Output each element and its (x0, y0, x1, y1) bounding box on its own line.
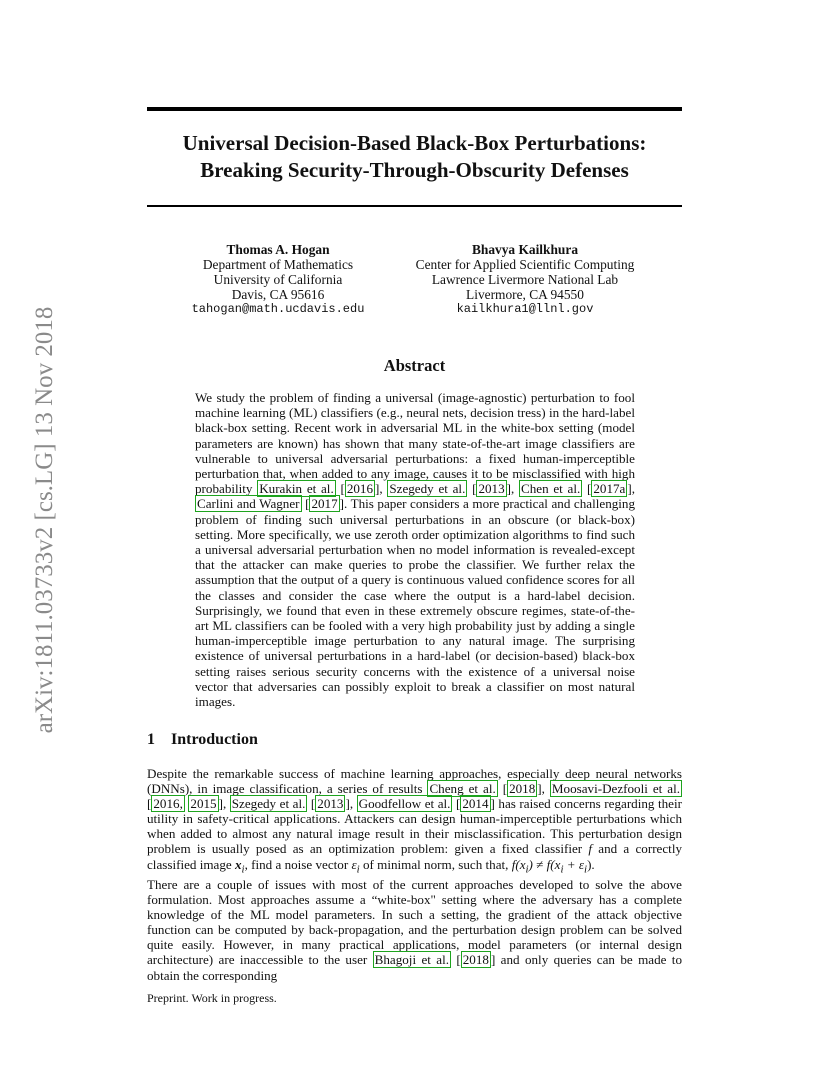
math-sub: i (356, 863, 360, 876)
paragraph-text: , find a noise vector (244, 856, 352, 872)
title-rule-bottom (147, 205, 682, 207)
citation-link[interactable]: 2013 (478, 481, 505, 497)
citation-link[interactable]: Moosavi-Dezfooli et al. (551, 781, 680, 797)
abstract-body: We study the problem of finding a universal (image-agnostic) perturbation to fool machine learning (ML) classifiers (e.g., neural nets, decision tress) in the hard-label black-box setting. Recent work in adversarial ML in the white-box setting (model parameters are known) has shown that many state-of-the-art image classifiers are vulnerable to universal adversarial perturbations: a fixed human-imperceptible perturbation that, when added to any image, causes it to be misclassified with high probability Kurakin et al. [ 2016 ], Szegedy et al. [ 2013 ], Chen et al. [ 2017a ], Carlini and Wagner [ 2017 ]. This paper considers a more practical and challenging problem of finding such universal perturbations in an obscure (or black-box) setting. More specifically, we use zeroth order optimization algorithms to find such a universal adversarial perturbation when no model information is revealed-except that the attacker can make queries to probe the classifier. We further relax the assumption that the output of a query is continuous valued confidence scores for all the classes and consider the case where the output is a hard-label decision. Surprisingly, we found that even in these extremely obscure regimes, state-of-the-art ML classifiers can be fooled with a very high probability just by adding a single human-imperceptible image perturbation to any natural image. The surprising existence of universal perturbations in a hard-label (or decision-based) black-box setting raises serious security concerns with the existence of a universal noise vector that adversaries can possibly exploit to break a classifier on most natural images. (195, 390, 636, 710)
math-var: ε (351, 856, 357, 872)
math-formula: + ε (563, 856, 585, 872)
math-sub: i (525, 863, 529, 876)
footer-note: Preprint. Work in progress. (147, 991, 277, 1005)
citation-link[interactable]: Szegedy et al. (231, 796, 306, 812)
intro-paragraph-1: Despite the remarkable success of machine learning approaches, especially deep neural networks (DNNs), in image classification, a series of results Cheng et al. [ 2018 ], Moosavi-Dezfooli et al. [ 2016, 2015 ], Szegedy et al. [ 2013 ], Goodfellow et al. [ 2014 ] has raised concerns regarding their utility in safety-critical applications. Attackers can design human-imperceptible perturbations which when added to almost any natural image result in their misclassification. This perturbation design problem is usually posed as an optimization problem: given a fixed classifier f and a correctly classified image $x_i$, find a noise vector $\varepsilon_i$ of minimal norm, such that, $f(x_i) \ne f(x_i + \varepsilon_i)$. (147, 766, 683, 876)
author-block-2 (405, 242, 645, 317)
citation-link[interactable]: Carlini and Wagner (197, 496, 300, 512)
math-formula: f(x (511, 856, 526, 872)
citation-link[interactable]: 2018 (462, 952, 489, 968)
citation-link[interactable]: Bhagoji et al. (374, 952, 450, 968)
math-var: f (588, 841, 593, 857)
math-sub: i (584, 863, 588, 876)
paragraph-text: has raised concerns regarding their utility in safety-critical applications. Attackers can design human-imperceptible perturbations which when added to almost any natural image result in their misclassification. This perturbation design problem is usually posed as an optimization problem: given a fixed classifier (147, 796, 682, 857)
paper-title (147, 130, 682, 184)
citation-link[interactable]: Cheng et al. (429, 781, 496, 797)
citation-link[interactable]: Kurakin et al. (259, 481, 334, 497)
section-heading (147, 731, 258, 749)
math-var: x (235, 856, 242, 872)
citation-link[interactable]: Goodfellow et al. (358, 796, 451, 812)
author-inst: Lawrence Livermore National Lab (431, 272, 619, 287)
author-loc: Livermore, CA 94550 (466, 287, 584, 302)
citation-link[interactable]: 2017a (593, 481, 626, 497)
citation-link[interactable]: 2018 (509, 781, 536, 797)
abstract-heading: Abstract (383, 356, 446, 375)
citation-link[interactable]: 2013 (317, 796, 344, 812)
math-sub: i (560, 863, 564, 876)
author-dept: Center for Applied Scientific Computing (415, 257, 635, 272)
math-sub: i (241, 863, 245, 876)
citation-link[interactable]: 2016 (346, 481, 373, 497)
citation-link[interactable]: 2015 (190, 796, 217, 812)
title-line-1: Universal Decision-Based Black-Box Perturbations: (182, 131, 647, 155)
citation-link[interactable]: 2016, (153, 796, 183, 812)
author-loc: Davis, CA 95616 (231, 287, 325, 302)
author-name: Bhavya Kailkhura (471, 242, 579, 257)
arxiv-stamp: arXiv:1811.03733v2 [cs.LG] 13 Nov 2018 (31, 306, 58, 734)
section-number: 1 (147, 731, 155, 748)
intro-paragraph-2: There are a couple of issues with most of the current approaches developed to solve the above formulation. Most approaches assume a “white-box" setting where the adversary has a complete knowledge of the ML model parameters. In such a setting, the gradient of the attack objective function can be computed by back-propagation, and the perturbation design problem can be solved quite easily. However, in many practical applications, model parameters (or internal design architecture) are inaccessible to the user Bhagoji et al. [ 2018 ] and only queries can be made to obtain the corresponding (147, 877, 682, 983)
title-rule-top (147, 107, 682, 111)
author-email[interactable]: tahogan@math.ucdavis.edu (191, 302, 365, 316)
paragraph-text: of minimal norm, such that, (359, 856, 512, 872)
paragraph-text: There are a couple of issues with most of the current approaches developed to solve the above formulation. Most approaches assume a “white-box" setting where the adversary has a complete knowledge of the ML model parameters. In such a setting, the gradient of the attack objective function can be computed by back-propagation, and the perturbation design problem can be solved quite easily. However, in many practical applications, model parameters (or internal design architecture) are inaccessible to the user (147, 877, 682, 968)
citation-link[interactable]: 2014 (462, 796, 489, 812)
math-formula: ) ≠ f(x (528, 856, 561, 872)
abstract-text: We study the problem of finding a universal (image-agnostic) perturbation to fool machine learning (ML) classifiers (e.g., neural nets, decision tress) in the hard-label black-box setting. Recent work in adversarial ML in the white-box setting (model parameters are known) has shown that many state-of-the-art image classifiers are vulnerable to universal adversarial perturbations: a fixed human-imperceptible perturbation that, when added to any image, causes it to be misclassified with high probability (195, 390, 635, 497)
author-name: Thomas A. Hogan (226, 242, 330, 257)
author-block-1 (178, 242, 378, 317)
paragraph-text: and only queries can be made to obtain the corresponding (147, 952, 682, 983)
author-inst: University of California (213, 272, 343, 287)
abstract-text: This paper considers a more practical and challenging problem of finding such universal perturbations in an obscure (or black-box) setting. More specifically, we use zeroth order optimization algorithms to find such a universal adversarial perturbation when no model information is revealed-except that the attacker can make queries to probe the classifier. We further relax the assumption that the output of a query is continuous valued confidence scores for all the classes and consider the case where the output is a hard-label decision. Surprisingly, we found that even in these extremely obscure regimes, state-of-the-art ML classifiers can be fooled with a very high probability just by adding a single human-imperceptible image perturbation to any natural image. The surprising existence of universal perturbations in a hard-label (or decision-based) black-box setting raises serious security concerns with the existence of a universal noise vector that adversaries can possibly exploit to break a classifier on most natural images. (195, 496, 636, 710)
citation-link[interactable]: Chen et al. (520, 481, 581, 497)
math-formula: ). (587, 856, 595, 872)
citation-link[interactable]: Szegedy et al. (389, 481, 466, 497)
paragraph-text: and a correctly classified image (147, 841, 683, 872)
title-line-2: Breaking Security-Through-Obscurity Defenses (200, 158, 629, 182)
author-email[interactable]: kailkhura1@llnl.gov (456, 302, 594, 316)
author-dept: Department of Mathematics (202, 257, 354, 272)
citation-link[interactable]: 2017 (311, 496, 338, 512)
section-title: Introduction (171, 731, 258, 748)
paragraph-text: Despite the remarkable success of machine learning approaches, especially deep neural networks (DNNs), in image classification, a series of results (147, 766, 682, 797)
